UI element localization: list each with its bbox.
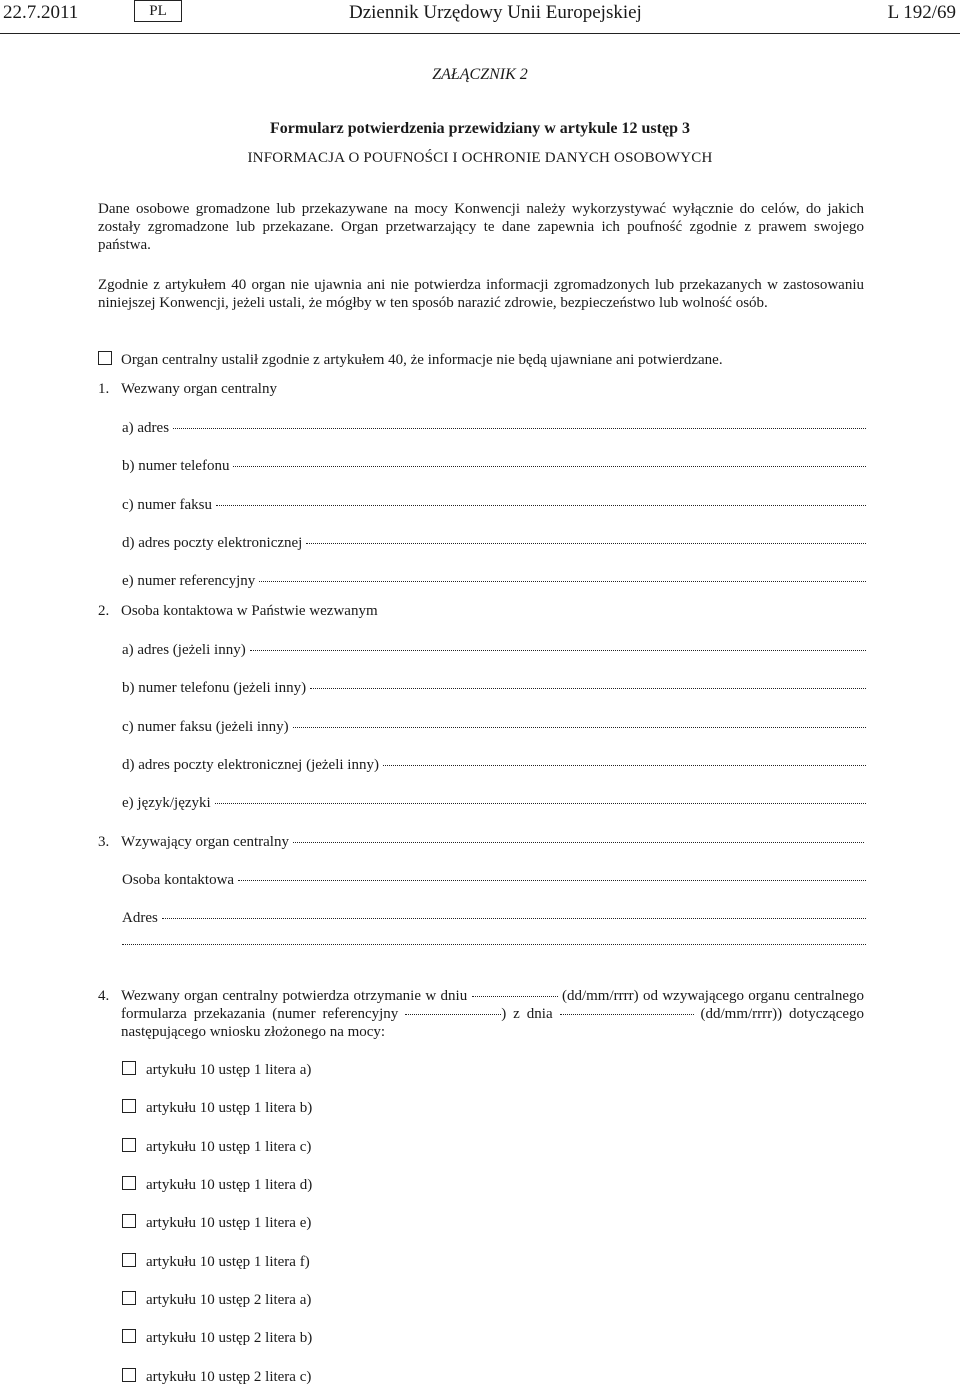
article-option[interactable] [122, 1368, 311, 1386]
article-label: artykułu 10 ustęp 1 litera f) [146, 1254, 310, 1270]
field-label: d) adres poczty elektronicznej (jeżeli inny) [122, 757, 379, 773]
field-contact-email[interactable] [122, 756, 866, 774]
reference-number-field[interactable] [405, 1014, 501, 1015]
article-label: artykułu 10 ustęp 1 litera c) [146, 1139, 312, 1155]
article-checkbox[interactable] [122, 1368, 136, 1382]
section-number: 1. [98, 381, 110, 397]
article-label: artykułu 10 ustęp 1 litera b) [146, 1100, 313, 1116]
article-label: artykułu 10 ustęp 2 litera a) [146, 1292, 312, 1308]
field-label: d) adres poczty elektronicznej [122, 535, 303, 551]
article-option[interactable] [122, 1214, 311, 1232]
article-checkbox[interactable] [122, 1099, 136, 1113]
field-label: e) język/języki [122, 795, 211, 811]
dotted-fill-line[interactable] [162, 918, 866, 919]
field-requested-fax[interactable] [122, 496, 866, 514]
field-contact-fax[interactable] [122, 718, 866, 736]
non-disclosure-row [98, 351, 723, 369]
dotted-fill-line[interactable] [238, 880, 866, 881]
dotted-fill-line[interactable] [173, 428, 866, 429]
article-label: artykułu 10 ustęp 1 litera e) [146, 1215, 312, 1231]
confidentiality-paragraph: Dane osobowe gromadzone lub przekazywane na mocy Konwencji należy wykorzystywać wyłącznie do celów, do jakich zostały zgromadzone lub przekazane. Organ przetwarzający te dane zapewnia ich poufność zgodnie z prawem swojego państwa. [98, 201, 864, 253]
field-contact-address[interactable] [122, 641, 866, 659]
article-checkbox[interactable] [122, 1329, 136, 1343]
section-number: 4. [98, 988, 110, 1004]
dotted-fill-line[interactable] [233, 466, 866, 467]
transmittal-date-field[interactable] [560, 1014, 694, 1015]
dotted-fill-line[interactable] [310, 688, 866, 689]
article-40-paragraph: Zgodnie z artykułem 40 organ nie ujawnia ani nie potwierdza informacji zgromadzonych lub przekazanych w zastosowaniu niniejszej Konwencji, jeżeli ustali, że mógłby w ten sposób narazić zdrowie, bezpieczeństwo lub wolność osób. [98, 277, 864, 311]
field-label: b) numer telefonu [122, 458, 230, 474]
field-label: a) adres (jeżeli inny) [122, 642, 246, 658]
field-requested-email[interactable] [122, 534, 866, 552]
statement-text-1: Wezwany organ centralny potwierdza otrzymanie w dniu [121, 988, 468, 1004]
field-label: e) numer referencyjny [122, 573, 256, 589]
field-requesting-contact[interactable] [122, 871, 866, 889]
form-subtitle: INFORMACJA O POUFNOŚCI I OCHRONIE DANYCH OSOBOWYCH [247, 150, 713, 166]
section-title: Wzywający organ centralny [121, 834, 289, 850]
field-requesting-address-continued[interactable] [122, 947, 866, 948]
header-divider [0, 33, 960, 34]
article-label: artykułu 10 ustęp 2 litera b) [146, 1330, 313, 1346]
section-4-statement [98, 987, 864, 1041]
statement-text-3: ) z dnia [501, 1006, 553, 1022]
dotted-fill-line[interactable] [383, 765, 866, 766]
article-option[interactable] [122, 1138, 311, 1156]
field-label: a) adres [122, 420, 170, 436]
article-checkbox[interactable] [122, 1138, 136, 1152]
article-checkbox[interactable] [122, 1214, 136, 1228]
statement-text-2: (dd/mm/rrrr) od wzywającego organu centralnego formularza przekazania (numer referencyjny [121, 988, 865, 1022]
field-requested-address[interactable] [122, 419, 866, 437]
journal-header [0, 0, 960, 30]
section-number: 3. [98, 834, 110, 850]
section-2-heading [98, 602, 378, 620]
dotted-fill-line[interactable] [293, 842, 864, 843]
dotted-fill-line[interactable] [306, 543, 866, 544]
article-checkbox[interactable] [122, 1176, 136, 1190]
form-title: Formularz potwierdzenia przewidziany w artykule 12 ustęp 3 [270, 120, 690, 137]
field-label: Osoba kontaktowa [122, 872, 235, 888]
article-option[interactable] [122, 1061, 311, 1079]
dotted-fill-line[interactable] [216, 505, 866, 506]
received-date-field[interactable] [472, 996, 558, 997]
field-label: c) numer faksu [122, 497, 212, 513]
article-option[interactable] [122, 1291, 311, 1309]
article-label: artykułu 10 ustęp 1 litera a) [146, 1062, 312, 1078]
article-label: artykułu 10 ustęp 2 litera c) [146, 1369, 312, 1385]
statement-text-4: (dd/mm/rrrr)) dotyczącego następującego wniosku złożonego na mocy: [121, 1006, 865, 1040]
language-badge: PL [134, 0, 182, 22]
field-requested-reference[interactable] [122, 572, 866, 590]
section-title: Wezwany organ centralny [121, 381, 277, 397]
section-3-heading[interactable] [98, 833, 864, 851]
field-requesting-address[interactable] [122, 909, 866, 927]
section-title: Osoba kontaktowa w Państwie wezwanym [121, 603, 378, 619]
field-contact-language[interactable] [122, 794, 866, 812]
field-contact-phone[interactable] [122, 679, 866, 697]
dotted-fill-line[interactable] [293, 727, 866, 728]
article-option[interactable] [122, 1329, 312, 1347]
annex-title: ZAŁĄCZNIK 2 [432, 66, 528, 83]
publication-date: 22.7.2011 [3, 2, 79, 23]
field-requested-phone[interactable] [122, 457, 866, 475]
dotted-fill-line[interactable] [250, 650, 866, 651]
section-number: 2. [98, 603, 110, 619]
non-disclosure-checkbox[interactable] [98, 351, 112, 365]
section-1-heading [98, 380, 277, 398]
dotted-fill-line[interactable] [215, 803, 866, 804]
article-option[interactable] [122, 1099, 312, 1117]
dotted-fill-line[interactable] [259, 581, 866, 582]
page-number: L 192/69 [887, 2, 956, 23]
article-checkbox[interactable] [122, 1253, 136, 1267]
article-checkbox[interactable] [122, 1061, 136, 1075]
field-label: c) numer faksu (jeżeli inny) [122, 719, 289, 735]
article-option[interactable] [122, 1176, 312, 1194]
article-checkbox[interactable] [122, 1291, 136, 1305]
field-label: Adres [122, 910, 158, 926]
non-disclosure-label: Organ centralny ustalił zgodnie z artykułem 40, że informacje nie będą ujawniane ani potwierdzane. [121, 352, 723, 368]
dotted-fill-line[interactable] [122, 944, 866, 945]
journal-title: Dziennik Urzędowy Unii Europejskiej [349, 2, 642, 23]
field-label: b) numer telefonu (jeżeli inny) [122, 680, 307, 696]
article-option[interactable] [122, 1253, 310, 1271]
article-label: artykułu 10 ustęp 1 litera d) [146, 1177, 313, 1193]
